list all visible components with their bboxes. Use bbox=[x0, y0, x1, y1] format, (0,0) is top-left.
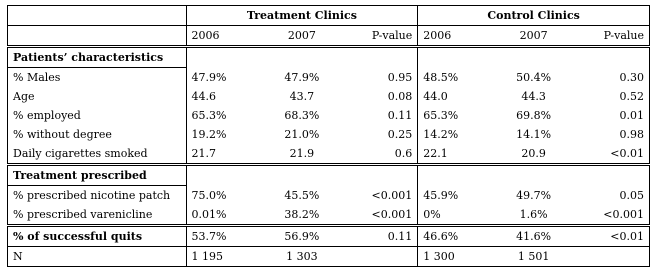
subheader-treatment-2006: 2006 bbox=[186, 26, 263, 47]
table-cell bbox=[341, 247, 418, 267]
table-cell: 47.9% bbox=[186, 68, 263, 88]
subheader-control-pvalue: P-value bbox=[603, 29, 644, 42]
table-cell: 65.3% bbox=[186, 106, 263, 125]
subheader-treatment-2007: 2007 bbox=[287, 29, 316, 42]
table-cell: 1.6% bbox=[519, 208, 548, 221]
table-cell: 0.11 bbox=[387, 109, 413, 122]
table-cell: 0.52 bbox=[619, 90, 644, 103]
table-row bbox=[8, 144, 650, 165]
section-title: Treatment prescribed bbox=[8, 165, 187, 186]
table-cell bbox=[495, 165, 572, 186]
table-cell: 21.9 bbox=[289, 147, 315, 160]
table-row bbox=[8, 68, 650, 88]
table-cell: 1 300 bbox=[418, 247, 495, 267]
row-label: N bbox=[13, 250, 23, 263]
table-cell: 65.3% bbox=[418, 106, 495, 125]
table-cell: 47.9% bbox=[284, 70, 320, 84]
table-cell: 0.01 bbox=[619, 109, 644, 122]
table-row bbox=[8, 125, 650, 144]
table-cell: 68.3% bbox=[284, 109, 320, 122]
table-cell: 44.6 bbox=[186, 87, 263, 106]
row-label: Age bbox=[13, 90, 35, 103]
table-cell: 50.4% bbox=[516, 70, 552, 84]
table-cell bbox=[186, 47, 263, 68]
table-cell: 0.95 bbox=[387, 70, 413, 84]
table-cell: 0.11 bbox=[387, 230, 413, 243]
table-cell: 43.7 bbox=[289, 90, 315, 103]
table-row bbox=[8, 205, 650, 226]
table-cell: 21.0% bbox=[284, 128, 320, 141]
row-label: % of successful quits bbox=[13, 230, 143, 243]
table-cell: <0.01 bbox=[610, 147, 644, 160]
table-cell bbox=[495, 47, 572, 68]
table-cell: <0.001 bbox=[371, 188, 413, 202]
table-cell bbox=[572, 165, 649, 186]
table-cell: 19.2% bbox=[186, 125, 263, 144]
row-label: % prescribed varenicline bbox=[13, 208, 153, 221]
table-cell bbox=[341, 165, 418, 186]
table-cell: <0.001 bbox=[603, 208, 644, 221]
table-cell: 0.25 bbox=[387, 128, 413, 141]
header-label-cell bbox=[8, 6, 187, 26]
table-cell: 21.7 bbox=[186, 144, 263, 165]
group-header-treatment: Treatment Clinics bbox=[186, 6, 418, 26]
table-body bbox=[8, 47, 650, 267]
group-header-row bbox=[8, 6, 650, 26]
table-cell: 20.9 bbox=[521, 147, 546, 160]
table-row bbox=[8, 186, 650, 206]
table-cell bbox=[418, 47, 495, 68]
subheader-treatment-pvalue: P-value bbox=[371, 29, 413, 42]
table-cell: 1 303 bbox=[286, 250, 318, 263]
table-cell bbox=[263, 165, 340, 186]
table-cell bbox=[341, 47, 418, 68]
results-table-container bbox=[7, 5, 650, 267]
subheader-control-2006: 2006 bbox=[418, 26, 495, 47]
table-cell: 1 501 bbox=[517, 250, 550, 263]
row-label: % employed bbox=[13, 109, 81, 122]
row-label: % Males bbox=[13, 71, 61, 84]
table-cell: 0.01% bbox=[186, 205, 263, 226]
subheader-label-cell bbox=[8, 26, 187, 47]
table-cell: 22.1 bbox=[418, 144, 495, 165]
table-cell: 38.2% bbox=[284, 208, 320, 221]
table-cell: 44.3 bbox=[521, 90, 546, 103]
table-cell: 41.6% bbox=[516, 230, 552, 243]
table-cell: 48.5% bbox=[418, 68, 495, 88]
table-cell: 44.0 bbox=[418, 87, 495, 106]
table-cell: 45.5% bbox=[284, 188, 320, 202]
row-label: % prescribed nicotine patch bbox=[13, 189, 171, 202]
outcome-row bbox=[8, 226, 650, 247]
table-cell: 0.6 bbox=[394, 147, 413, 160]
section-header-row bbox=[8, 165, 650, 186]
table-cell: 14.1% bbox=[516, 128, 552, 141]
table-cell: 49.7% bbox=[516, 188, 552, 202]
table-cell: 69.8% bbox=[516, 109, 552, 122]
subheader-row bbox=[8, 26, 650, 47]
table-cell: 45.9% bbox=[418, 186, 495, 206]
table-row bbox=[8, 106, 650, 125]
table-cell: <0.001 bbox=[371, 208, 413, 221]
subheader-control-2007: 2007 bbox=[519, 29, 548, 42]
table-cell: 0% bbox=[418, 205, 495, 226]
table-cell bbox=[186, 165, 263, 186]
table-row bbox=[8, 87, 650, 106]
row-label: % without degree bbox=[13, 128, 112, 141]
results-table bbox=[7, 5, 650, 267]
table-cell: 46.6% bbox=[418, 226, 495, 247]
table-cell: 1 195 bbox=[186, 247, 263, 267]
n-row bbox=[8, 247, 650, 267]
table-cell: 0.08 bbox=[387, 90, 413, 103]
table-cell bbox=[263, 47, 340, 68]
section-title: Patients’ characteristics bbox=[8, 47, 187, 68]
row-label: Daily cigarettes smoked bbox=[13, 147, 148, 160]
table-cell: 56.9% bbox=[284, 230, 320, 243]
table-cell bbox=[418, 165, 495, 186]
table-cell: 0.30 bbox=[619, 70, 644, 84]
table-cell bbox=[572, 247, 649, 267]
table-cell bbox=[572, 47, 649, 68]
group-header-control: Control Clinics bbox=[418, 6, 650, 26]
table-cell: 0.98 bbox=[619, 128, 644, 141]
table-cell: <0.01 bbox=[610, 230, 644, 243]
table-cell: 53.7% bbox=[186, 226, 263, 247]
table-cell: 14.2% bbox=[418, 125, 495, 144]
section-header-row bbox=[8, 47, 650, 68]
table-cell: 75.0% bbox=[186, 186, 263, 206]
table-cell: 0.05 bbox=[619, 188, 644, 202]
